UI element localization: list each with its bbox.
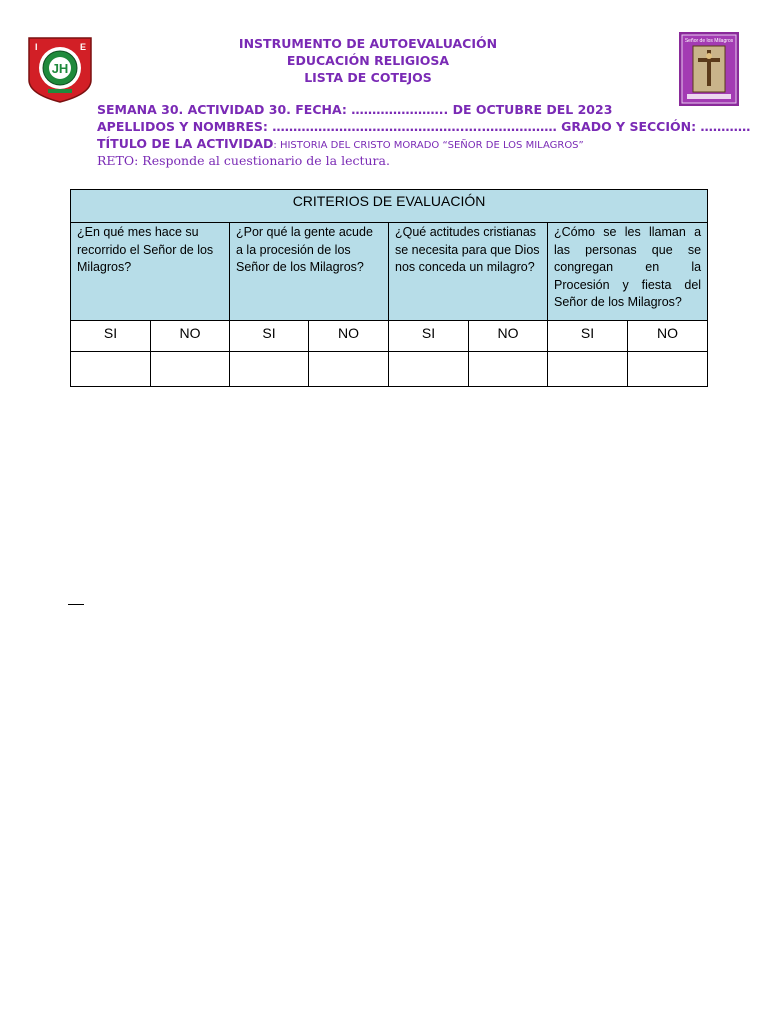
reto-line: RETO: Responde al cuestionario de la lectura. [97, 153, 390, 168]
no-label-q4: NO [628, 321, 708, 352]
no-label-q3: NO [469, 321, 548, 352]
answer-cell-yes-q2[interactable] [230, 352, 309, 387]
answer-cell-no-q3[interactable] [469, 352, 548, 387]
answer-cell-no-q2[interactable] [309, 352, 389, 387]
logo-letter-left: I [35, 42, 38, 52]
logo-letter-right: E [80, 42, 87, 52]
apellidos-line: APELLIDOS Y NOMBRES: ……………………………………….….……………… GRADO Y SECCIÓN: ………… [97, 119, 751, 134]
no-label-q1: NO [151, 321, 230, 352]
question-4: ¿Cómo se les llaman a las personas que se congregan en la Procesión y fiesta del Señor de los Milagros? [548, 223, 708, 321]
logo-monogram: JH [51, 61, 69, 76]
title-line-3: LISTA DE COTEJOS [304, 70, 432, 85]
answer-cell-yes-q3[interactable] [389, 352, 469, 387]
yes-label-q1: SI [71, 321, 151, 352]
answer-cell-yes-q4[interactable] [548, 352, 628, 387]
title-line-2: EDUCACIÓN RELIGIOSA [286, 53, 450, 68]
no-label-q2: NO [309, 321, 389, 352]
titulo-label: TÍTULO DE LA ACTIVIDAD [97, 136, 274, 151]
question-3: ¿Qué actitudes cristianas se necesita para que Dios nos conceda un milagro? [389, 223, 548, 321]
answer-cell-no-q4[interactable] [628, 352, 708, 387]
titulo-line [97, 136, 584, 151]
title-line-1: INSTRUMENTO DE AUTOEVALUACIÓN [238, 36, 498, 51]
senor-de-los-milagros-cover-image [679, 32, 739, 106]
yes-label-q2: SI [230, 321, 309, 352]
dash-mark [68, 604, 84, 605]
answer-cell-no-q1[interactable] [151, 352, 230, 387]
yes-label-q3: SI [389, 321, 469, 352]
criteria-header: CRITERIOS DE EVALUACIÓN [71, 190, 708, 223]
answer-cell-yes-q1[interactable] [71, 352, 151, 387]
school-logo [26, 36, 94, 104]
question-2: ¿Por qué la gente acude a la procesión de los Señor de los Milagros? [230, 223, 389, 321]
yes-label-q4: SI [548, 321, 628, 352]
titulo-value: : HISTORIA DEL CRISTO MORADO “SEÑOR DE LOS MILAGROS” [273, 140, 584, 151]
document-title [200, 35, 536, 86]
question-1: ¿En qué mes hace su recorrido el Señor de los Milagros? [71, 223, 230, 321]
evaluation-table [70, 189, 708, 387]
semana-line: SEMANA 30. ACTIVIDAD 30. FECHA: ………………….. DE OCTUBRE DEL 2023 [97, 102, 613, 117]
cover-caption: Señor de los Milagros [684, 38, 734, 44]
